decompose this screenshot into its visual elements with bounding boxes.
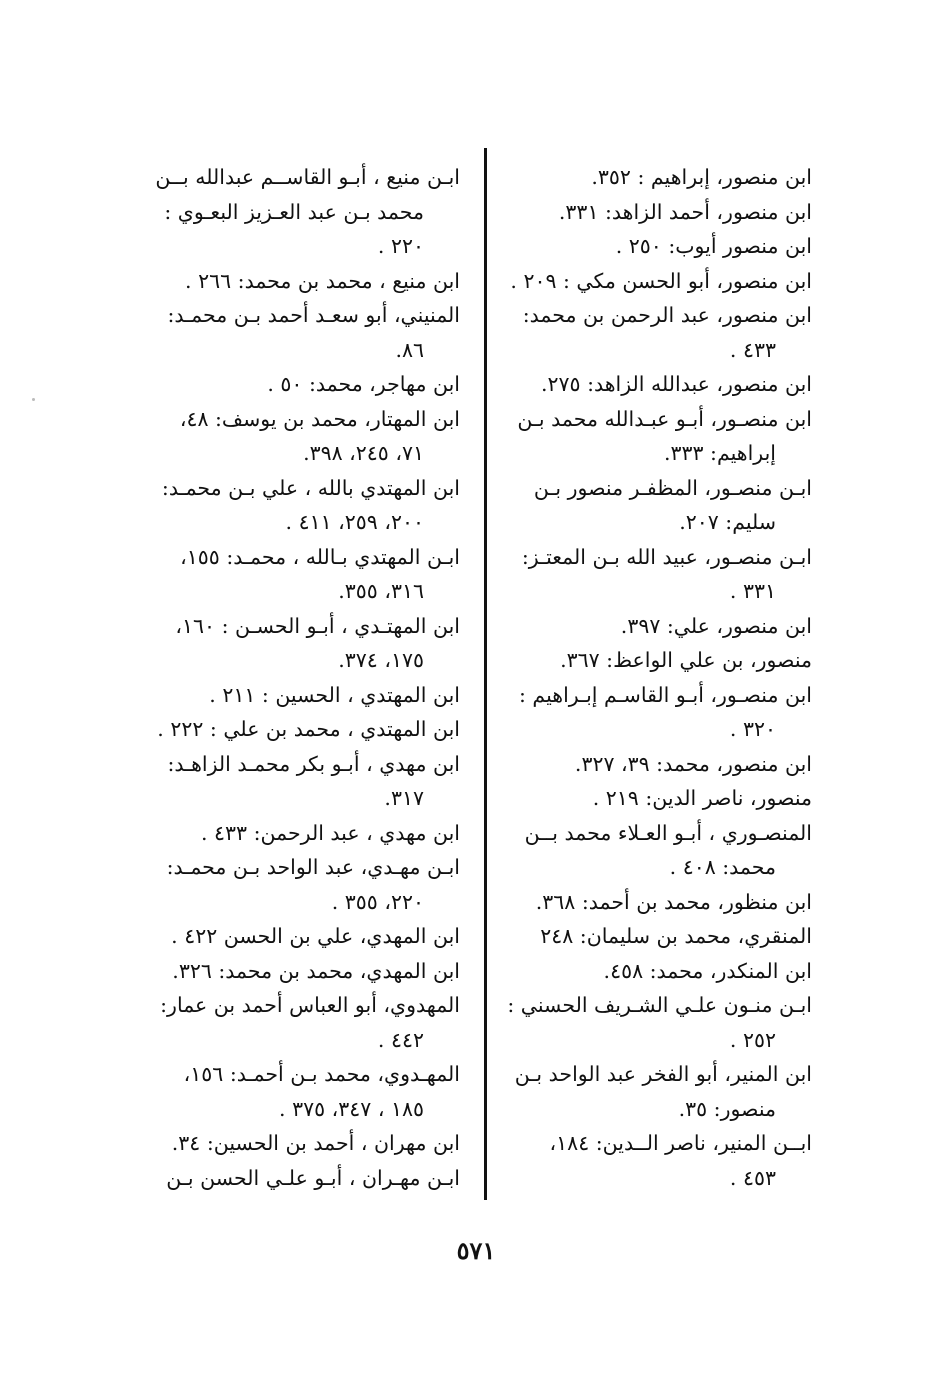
index-entry-continuation: ٤٤٢ .	[377, 1027, 424, 1052]
column-divider	[484, 148, 487, 1200]
index-column-left	[155, 160, 460, 1195]
index-entry: ابن المهتدي ، محمد بن علي : ٢٢٢ .	[157, 717, 460, 741]
index-entry: ابـن مهـدي، عبد الواحد بـن محمـد:	[166, 855, 460, 879]
index-entry-continuation: ٧١، ٢٤٥، ٣٩٨.	[303, 441, 424, 465]
index-entry: المنصـوري ، أبـو العـلاء محمد بــن	[524, 820, 812, 845]
index-entry-continuation: ٢٠٠، ٢٥٩، ٤١١ .	[285, 510, 424, 534]
index-entry: ابـن منصـور، عبيد الله بـن المعتـز:	[521, 544, 812, 569]
index-entry: ابن منصور، أبو الحسن مكي : ٢٠٩ .	[510, 268, 812, 293]
index-entry-continuation: ١٨٥ ، ٣٤٧، ٣٧٥ .	[279, 1096, 424, 1121]
index-entry: ابن مهران ، أحمد بن الحسين: ٣٤.	[171, 1131, 460, 1155]
index-entry-continuation: محمد بـن عبد العـزيز البعـوي :	[164, 199, 424, 224]
index-entry-continuation: ٢٥٢ .	[729, 1027, 776, 1052]
index-entry: منصور، ناصر الدين: ٢١٩ .	[592, 786, 812, 810]
index-entry-continuation: ٨٦.	[395, 337, 424, 362]
index-entry-continuation: ٣١٦، ٣٥٥.	[338, 579, 424, 603]
index-entry: ابن منصور، أحمد الزاهد: ٣٣١.	[558, 199, 812, 224]
index-entry: ابن منصور، علي: ٣٩٧.	[620, 613, 812, 638]
index-entry-continuation: منصور: ٣٥.	[678, 1096, 776, 1121]
index-entry: منصور، بن علي الواعظ: ٣٦٧.	[560, 648, 812, 672]
index-entry: ابن المهدي، علي بن الحسن ٤٢٢ .	[171, 924, 460, 948]
index-entry: ابن منصـور، أبـو عبـدالله محمد بـن	[517, 406, 812, 431]
index-entry: ابن منظور، محمد بن أحمد: ٣٦٨.	[535, 889, 812, 914]
index-entry: ابـن المهتدي بـالله ، محمـد: ١٥٥،	[180, 544, 460, 569]
index-entry: ابن منصور أيوب: ٢٥٠ .	[615, 234, 812, 258]
index-entry: ابن مهاجر، محمد: ٥٠ .	[267, 372, 460, 396]
index-entry: ابن منصور، عبدالله الزاهد: ٢٧٥.	[540, 372, 812, 396]
index-entry-continuation: ٣٢٠ .	[729, 717, 776, 741]
index-entry: ابن المهتار، محمد بن يوسف: ٤٨،	[179, 406, 460, 431]
index-entry: ابن المهدي، محمد بن محمد: ٣٢٦.	[172, 958, 460, 983]
index-entry-continuation: محمد: ٤٠٨ .	[669, 855, 776, 879]
index-entry: ابـن منـون علـي الشـريف الحسني :	[507, 993, 812, 1017]
page-number: ٥٧١	[456, 1236, 496, 1265]
index-entry: ابن المهتدي بالله ، علي بـن محمـد:	[161, 475, 460, 500]
index-entry-continuation: ٢٢٠، ٣٥٥ .	[331, 889, 424, 914]
index-entry: ابن المنكدر، محمد: ٤٥٨.	[603, 958, 812, 983]
index-entry: ابن منصـور، أبـو القاسـم إبـراهيم :	[519, 682, 812, 707]
index-entry: ابـن منصـور، المظفـر منصور بـن	[533, 475, 812, 500]
index-entry-continuation: ٤٥٣ .	[729, 1165, 776, 1190]
index-entry: ابن المنير، أبو الفخر عبد الواحد بـن	[514, 1062, 812, 1086]
index-entry: ابـن منيع ، أبـو القاســم عبدالله بــن	[155, 165, 460, 189]
index-entry: ابن منصور، إبراهيم : ٣٥٢.	[591, 165, 812, 189]
index-entry: المهـدوي، محمد بـن أحمـد: ١٥٦،	[183, 1062, 460, 1086]
index-entry-continuation: ٣٣١ .	[729, 579, 776, 603]
index-column-right	[507, 160, 812, 1195]
index-entry: ابن منيع ، محمد بن محمد: ٢٦٦ .	[185, 268, 460, 293]
index-entry: ابن المهتـدي ، أبـو الحسـن : ١٦٠،	[175, 613, 460, 638]
scan-speck	[32, 398, 35, 401]
index-entry: المهدوي، أبو العباس أحمد بن عمار:	[160, 993, 460, 1017]
index-entry: ابــن المنير، ناصر الــدين: ١٨٤،	[549, 1131, 812, 1155]
index-entry-continuation: ١٧٥، ٣٧٤.	[338, 648, 424, 672]
index-entry-continuation: ٣١٧.	[384, 786, 424, 810]
index-entry: ابـن مهـران ، أبـو علـي الحسن بـن	[166, 1165, 460, 1190]
index-entry: ابن منصور، عبد الرحمن بن محمد:	[522, 303, 812, 327]
index-entry-continuation: سليم: ٢٠٧.	[679, 510, 776, 534]
index-entry: المنيني، أبو سعـد أحمد بـن محمـد:	[167, 303, 460, 327]
index-entry: المنقري، محمد بن سليمان: ٢٤٨	[540, 924, 812, 948]
index-entry: ابن مهدي ، أبـو بكر محمـد الزاهـد:	[167, 751, 460, 776]
index-entry-continuation: ٤٣٣ .	[729, 337, 776, 362]
index-entry: ابن مهدي ، عبد الرحمن: ٤٣٣ .	[200, 820, 460, 845]
index-entry: ابن منصور، محمد: ٣٩، ٣٢٧.	[574, 751, 812, 776]
index-entry-continuation: ٢٢٠ .	[377, 234, 424, 258]
index-entry: ابن المهتدي ، الحسين : ٢١١ .	[209, 682, 460, 707]
index-entry-continuation: إبراهيم: ٣٣٣.	[663, 441, 776, 465]
